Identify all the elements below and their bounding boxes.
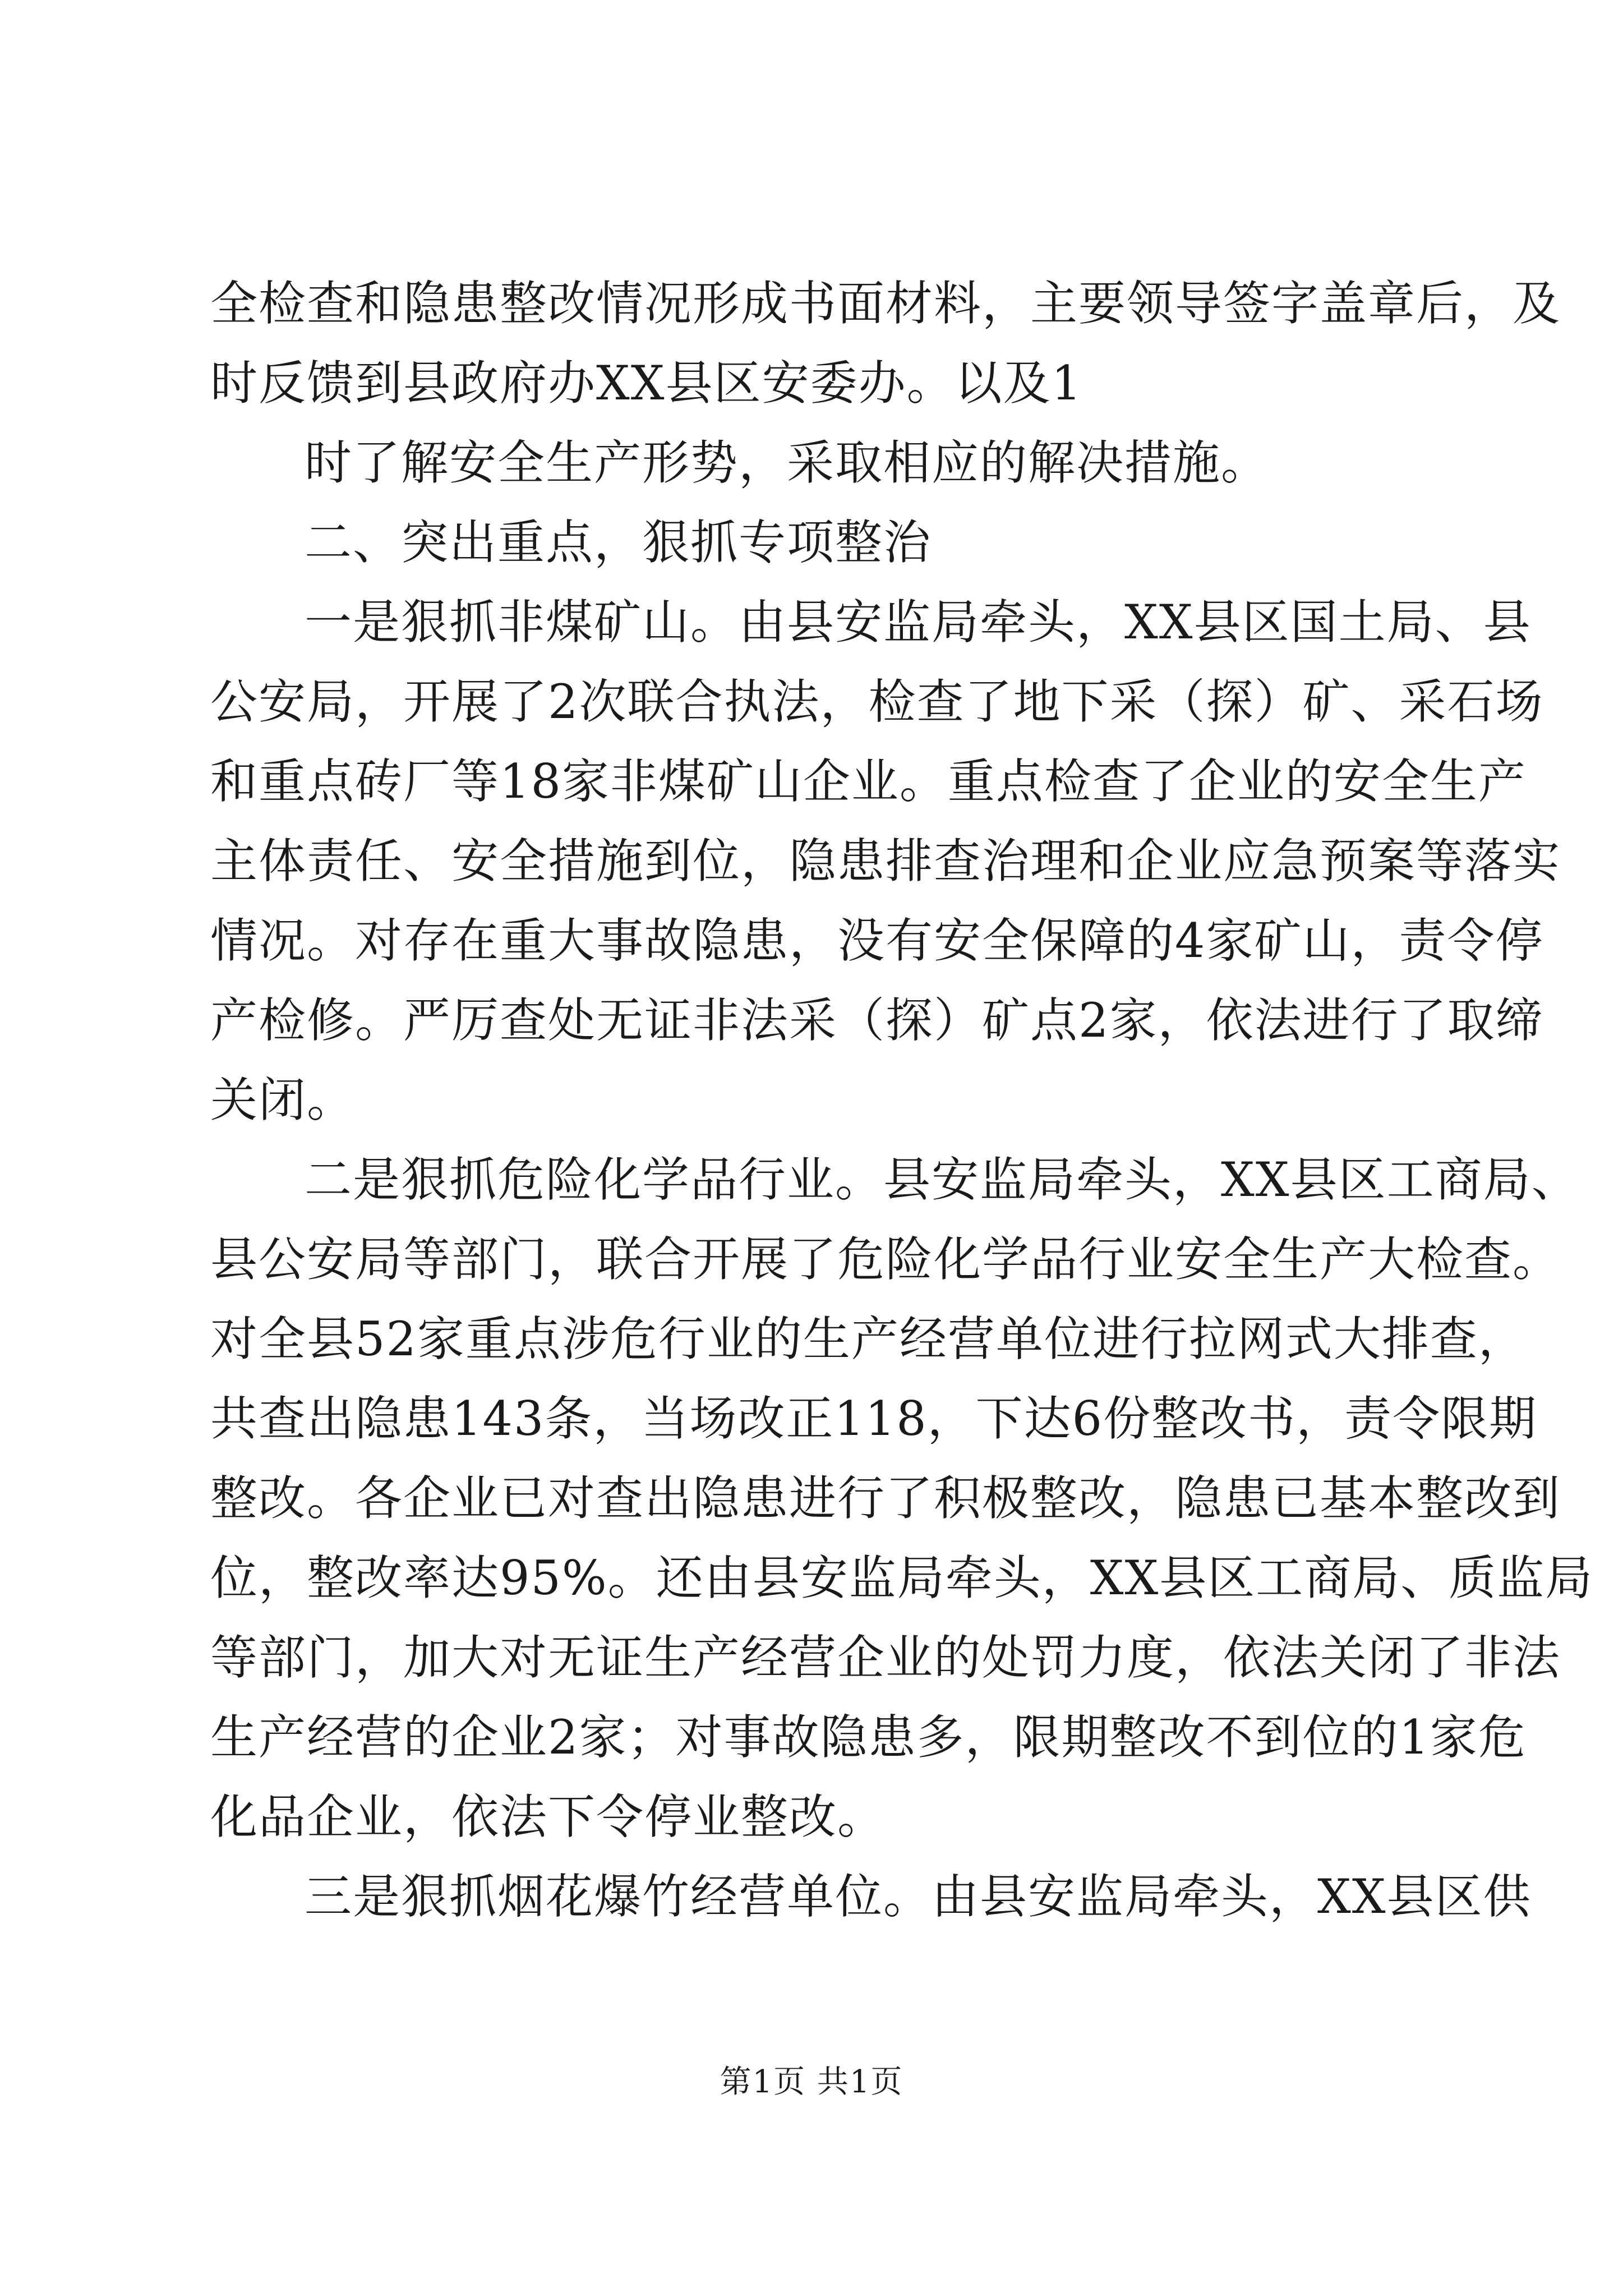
section-heading: 二、突出重点，狠抓专项整治: [305, 515, 932, 570]
document-body: [210, 264, 1594, 1936]
text-line: 县公安局等部门，联合开展了危险化学品行业安全生产大检查。: [210, 1232, 1561, 1287]
text-line: 共查出隐患143条，当场改正118，下达6份整改书，责令限期: [210, 1391, 1538, 1446]
text-line: 全检查和隐患整改情况形成书面材料，主要领导签字盖章后，及: [210, 276, 1561, 331]
text-line: 对全县52家重点涉危行业的生产经营单位进行拉网式大排查，: [210, 1312, 1527, 1366]
text-line: 一是狠抓非煤矿山。由县安监局牵头，XX县区国土局、县: [305, 595, 1532, 650]
page-footer: [0, 2060, 1623, 2105]
text-line: 位，整改率达95%。还由县安监局牵头，XX县区工商局、质监局: [210, 1550, 1594, 1605]
text-line: 和重点砖厂等18家非煤矿山企业。重点检查了企业的安全生产: [210, 754, 1527, 809]
page-number-label: 第1页 共1页: [720, 2064, 903, 2100]
text-line: 三是狠抓烟花爆竹经营单位。由县安监局牵头，XX县区供: [305, 1869, 1532, 1924]
text-line: 时了解安全生产形势，采取相应的解决措施。: [305, 435, 1270, 490]
text-line: 二是狠抓危险化学品行业。县安监局牵头，XX县区工商局、: [305, 1152, 1580, 1207]
text-line: 产检修。严厉查处无证非法采（探）矿点2家，依法进行了取缔: [210, 993, 1544, 1048]
text-line: 情况。对存在重大事故隐患，没有安全保障的4家矿山，责令停: [210, 913, 1544, 968]
text-line: 时反馈到县政府办XX县区安委办。以及1: [210, 356, 1083, 411]
text-line: 等部门，加大对无证生产经营企业的处罚力度，依法关闭了非法: [210, 1630, 1561, 1685]
text-line: 公安局，开展了2次联合执法，检查了地下采（探）矿、采石场: [210, 674, 1544, 729]
text-line: 整改。各企业已对查出隐患进行了积极整改，隐患已基本整改到: [210, 1471, 1561, 1526]
text-line: 主体责任、安全措施到位，隐患排查治理和企业应急预案等落实: [210, 834, 1561, 889]
text-line: 化品企业，依法下令停业整改。: [210, 1789, 886, 1844]
text-line: 关闭。: [210, 1073, 356, 1128]
text-line: 生产经营的企业2家；对事故隐患多，限期整改不到位的1家危: [210, 1710, 1527, 1765]
